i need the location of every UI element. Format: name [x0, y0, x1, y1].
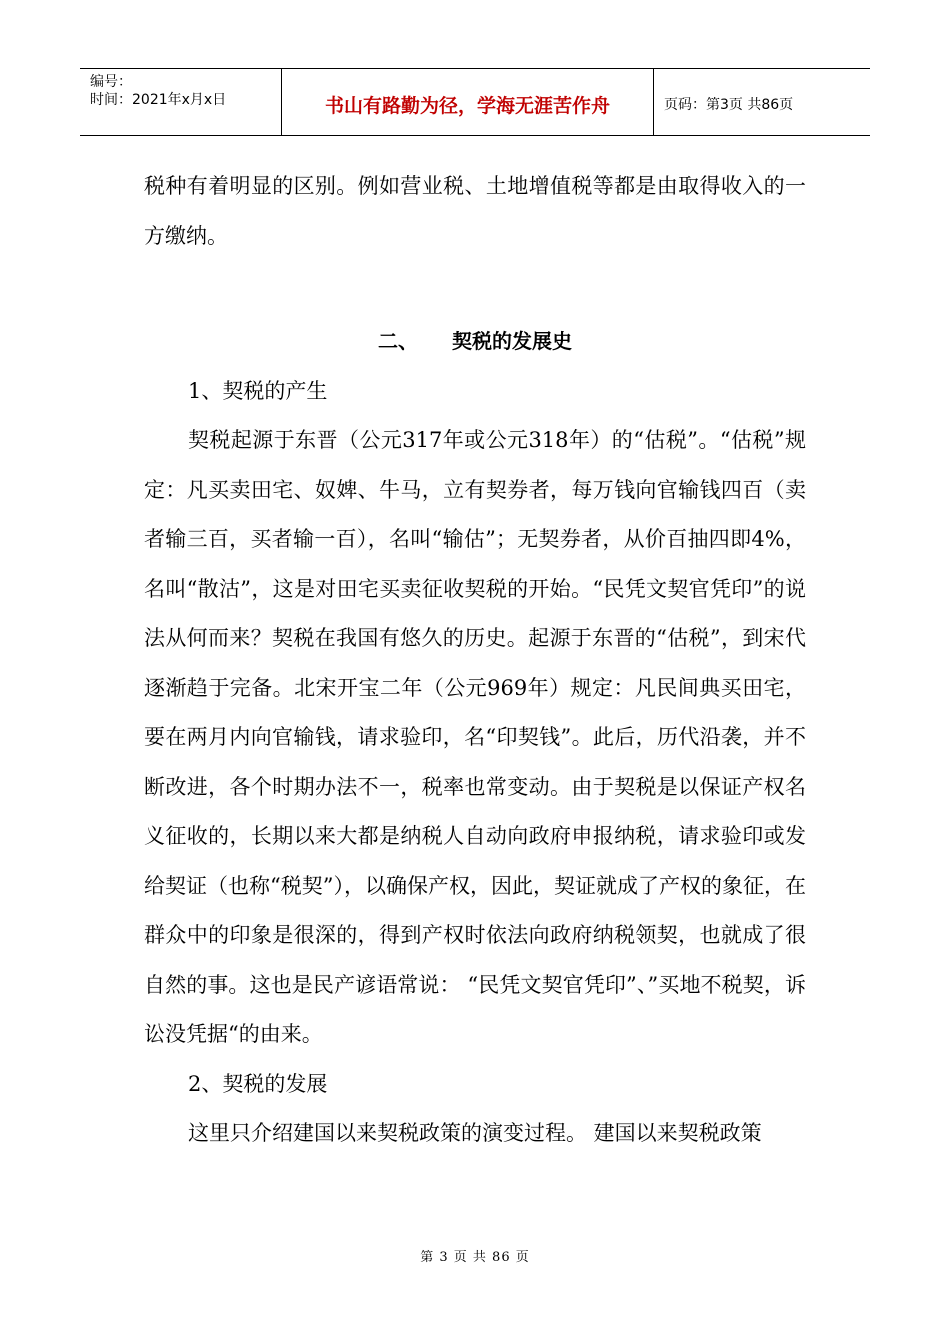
header-page-info: 页码：第3页 共86页 [664, 97, 794, 113]
document-header [80, 68, 870, 136]
page-footer: 第 3 页 共 86 页 [420, 1250, 530, 1265]
header-motto: 书山有路勤为径，学海无涯苦作舟 [282, 69, 654, 135]
paragraph-development: 这里只介绍建国以来契税政策的演变过程。 建国以来契税政策 [188, 1121, 762, 1145]
section-number: 二、 [378, 329, 418, 353]
subheading-development: 2、契税的发展 [188, 1071, 328, 1096]
header-meta-cell [80, 69, 282, 135]
paragraph-continued: 税种有着明显的区别。例如营业税、土地增值税等都是由取得收入的一方缴纳。 [144, 174, 806, 248]
section-heading [144, 317, 806, 367]
paragraph-origin: 契税起源于东晋（公元317年或公元318年）的“估税”。“估税”规定：凡买卖田宅、奴婢、牛马，立有契券者，每万钱向官输钱四百（卖者输三百，买者输一百），名叫“输估”；无契券者，从价百抽四即4%，名叫“散沽”，这是对田宅买卖征收契税的开始。“民凭文契官凭印”的说法从何而来？契税在我国有悠久的历史。起源于东晋的“估税”，到宋代逐渐趋于完备。北宋开宝二年（公元969年）规定：凡民间典买田宅，要在两月内向官输钱，请求验印，名“印契钱”。此后，历代沿袭，并不断改进，各个时期办法不一，税率也常变动。由于契税是以保证产权名义征收的，长期以来大都是纳税人自动向政府申报纳税，请求验印或发给契证（也称“税契”），以确保产权，因此，契证就成了产权的象征，在群众中的印象是很深的，得到产权时依法向政府纳税领契，也就成了很自然的事。这也是民产谚语常说： “民凭文契官凭印”、”买地不税契，诉讼没凭据“的由来。 [144, 428, 806, 1046]
section-title: 契税的发展史 [452, 329, 572, 353]
header-number-label: 编号： [90, 74, 132, 90]
subheading-origin: 1、契税的产生 [188, 378, 328, 403]
header-time-label: 时间：2021年x月x日 [90, 92, 227, 108]
document-body [144, 162, 806, 1159]
